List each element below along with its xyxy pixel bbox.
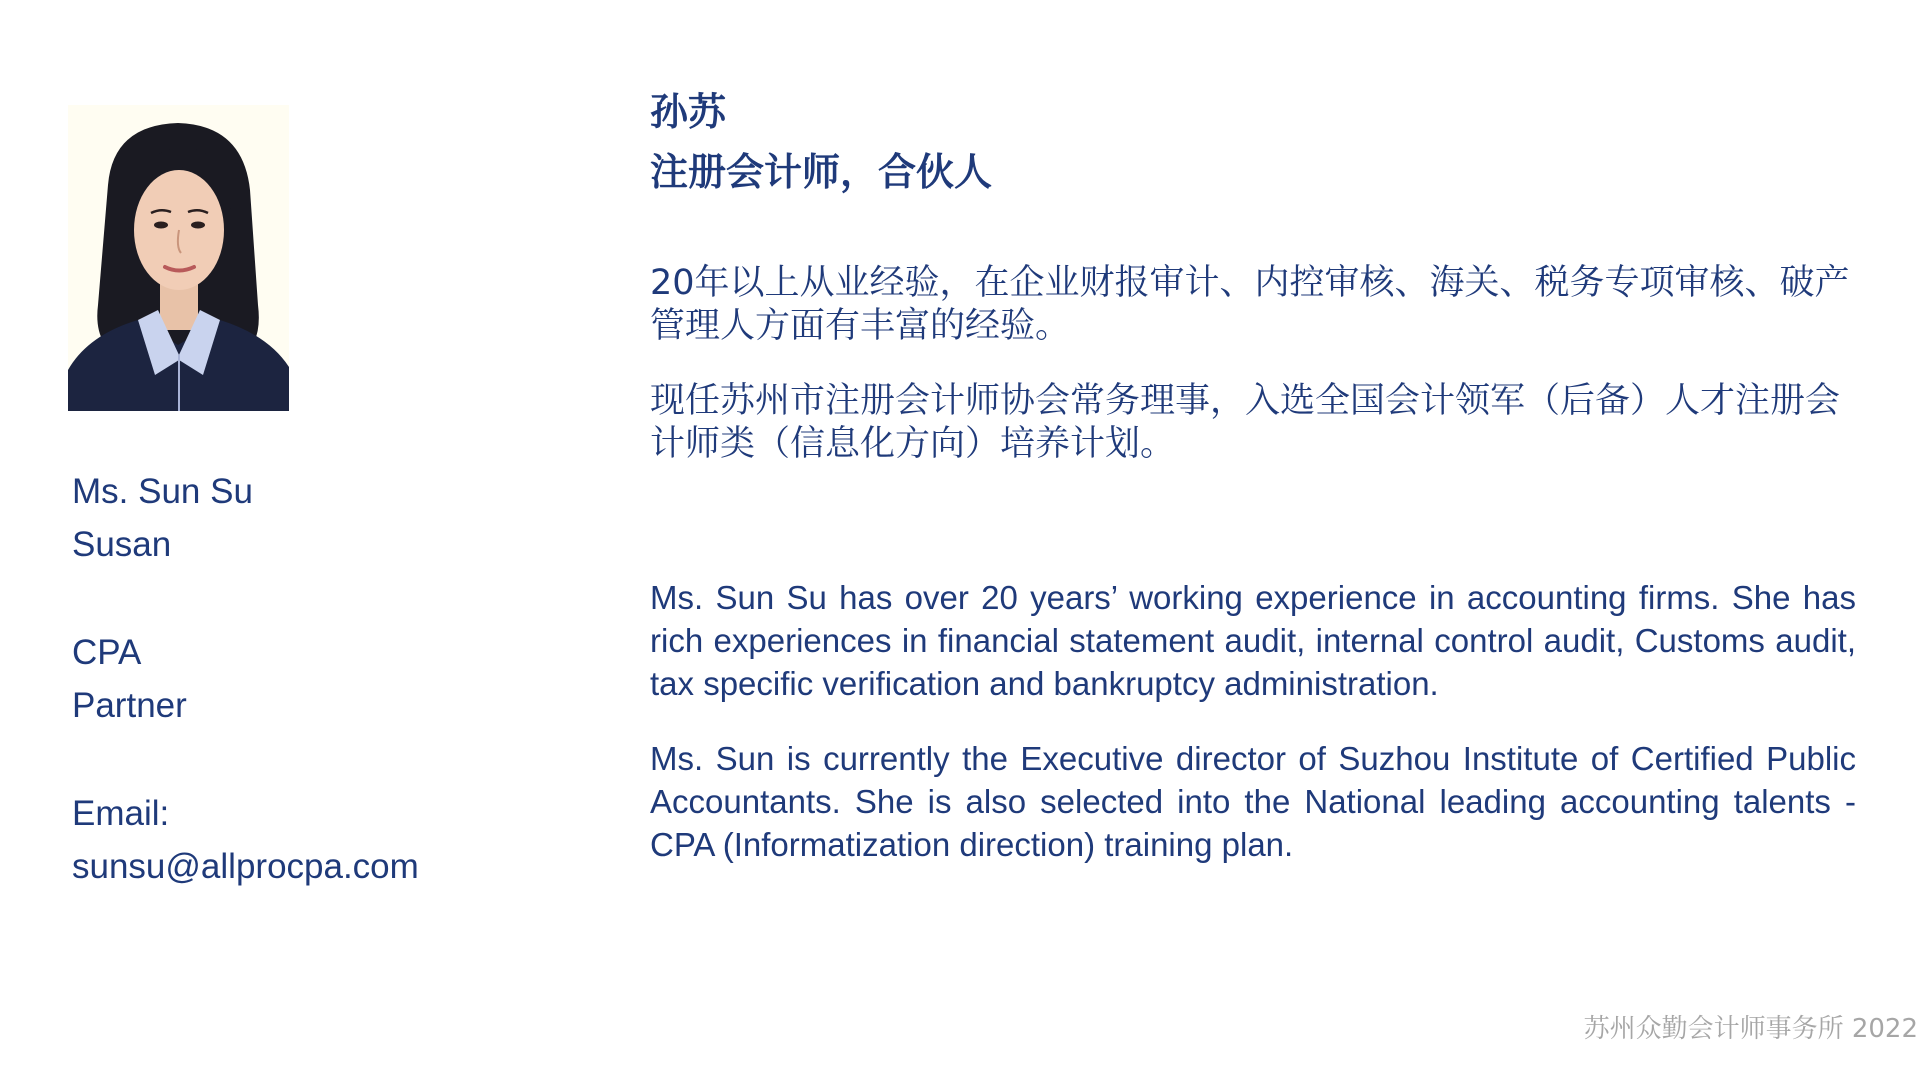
bio-cn-paragraph-2: 现任苏州市注册会计师协会常务理事，入选全国会计领军（后备）人才注册会计师类（信息化方向）培养计划。: [650, 381, 1841, 464]
email-address[interactable]: sunsu@allprocpa.com: [72, 847, 419, 886]
portrait-photo: [68, 105, 289, 411]
qualification: CPA: [72, 633, 142, 672]
name-chinese: 孙苏: [650, 90, 727, 134]
email-label: Email:: [72, 794, 170, 833]
bio-en-paragraph-1: Ms. Sun Su has over 20 years’ working experience in accounting firms. She has rich experiences in financial statement audit, internal control audit, Customs audit, tax specific verification and bankruptcy administration.: [650, 579, 1856, 702]
title-chinese: 注册会计师，合伙人: [650, 150, 993, 194]
name-english: Ms. Sun Su: [72, 472, 253, 511]
profile-summary: [72, 465, 592, 893]
footer-firm-name: 苏州众勤会计师事务所 2022: [1583, 1014, 1918, 1044]
role: Partner: [72, 686, 187, 725]
portrait-illustration: [68, 105, 289, 411]
bio-en-paragraph-2: Ms. Sun is currently the Executive director of Suzhou Institute of Certified Public Accountants. She is also selected into the National leading accounting talents - CPA (Informatization direction) training plan.: [650, 740, 1856, 863]
nickname: Susan: [72, 525, 172, 564]
bio-section: [650, 82, 1856, 866]
bio-cn-paragraph-1: 20年以上从业经验，在企业财报审计、内控审核、海关、税务专项审核、破产管理人方面有丰富的经验。: [650, 263, 1850, 346]
